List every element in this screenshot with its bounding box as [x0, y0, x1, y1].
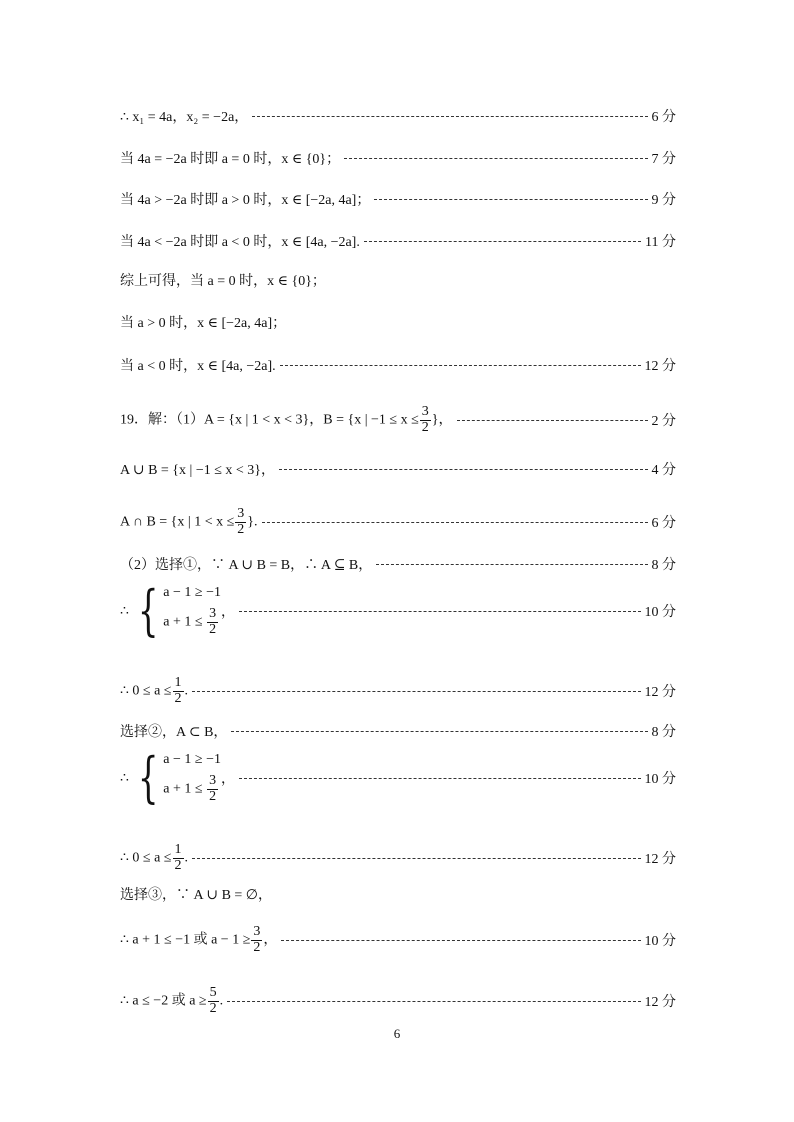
system-lines: [163, 585, 221, 637]
score: 10 分: [644, 772, 676, 787]
line-text: 当 4a > −2a 时即 a > 0 时，x ∈ [−2a, 4a]；: [120, 193, 371, 208]
or-line-1: [120, 925, 676, 955]
score: 12 分: [644, 359, 676, 374]
leader-dashes: [239, 778, 641, 779]
therefore-symbol: ∴: [120, 603, 129, 619]
leader-dashes: [364, 241, 641, 242]
line-text: [120, 986, 223, 1016]
q19-post: }，: [431, 412, 453, 428]
score: 7 分: [651, 152, 676, 167]
score: 6 分: [651, 516, 676, 531]
leader-dashes: [231, 731, 647, 732]
system-line-1: a − 1 ≥ −1: [163, 584, 221, 600]
q19-text: 19．解：（1）A = {x | 1 < x < 3}，B = {x | −1 ≤ x ≤: [120, 412, 419, 428]
leader-dashes: [227, 1001, 640, 1002]
numerator: 3: [209, 605, 217, 621]
line-text: （2）选择①，∵ A ∪ B = B，∴ A ⊆ B，: [120, 558, 373, 573]
leader-dashes: [239, 611, 641, 612]
numerator: 5: [209, 984, 217, 1000]
denominator: 2: [209, 621, 217, 637]
res2-text: ∴ 0 ≤ a ≤: [120, 850, 172, 866]
fraction: [235, 507, 246, 537]
line-text: [120, 925, 277, 955]
inter-text: A ∩ B = {x | 1 < x ≤: [120, 514, 235, 530]
score: 10 分: [644, 605, 676, 620]
leader-dashes: [376, 564, 647, 565]
or1-post: ，: [263, 932, 278, 948]
system-line-2: [163, 774, 221, 804]
fraction: [420, 405, 431, 435]
leader-dashes: [252, 116, 647, 117]
line-text: ∴ x₁ = 4a，x₂ = −2a，: [120, 110, 249, 125]
brace: {: [137, 579, 159, 642]
leader-dashes: [281, 940, 640, 941]
leader-dashes: [374, 199, 647, 200]
line-text: 当 a < 0 时，x ∈ [4a, −2a].: [120, 359, 276, 374]
res2-post: .: [184, 850, 188, 866]
score: 8 分: [651, 558, 676, 573]
fraction: [208, 986, 219, 1016]
system-line-2: [163, 607, 221, 637]
solution-line: [120, 106, 676, 126]
result-2-line: [120, 843, 676, 873]
or-line-2: [120, 986, 676, 1016]
therefore-symbol: ∴: [120, 770, 129, 786]
score: 10 分: [644, 934, 676, 949]
line-text: A ∪ B = {x | −1 ≤ x < 3}，: [120, 463, 276, 478]
leader-dashes: [344, 158, 647, 159]
res1-post: .: [184, 683, 188, 699]
system-line-1: a − 1 ≥ −1: [163, 751, 221, 767]
fraction: [251, 925, 262, 955]
score: 12 分: [644, 852, 676, 867]
system-line-2-text: a + 1 ≤: [163, 781, 203, 797]
line-text: [120, 507, 258, 537]
fraction: [207, 607, 218, 637]
comma: ，: [220, 605, 235, 620]
numerator: 3: [209, 772, 217, 788]
system-2: [120, 746, 676, 809]
res1-text: ∴ 0 ≤ a ≤: [120, 683, 172, 699]
numerator: 1: [174, 674, 182, 690]
comma: ，: [220, 772, 235, 787]
numerator: 3: [421, 403, 429, 419]
line-text: 选择②，A ⊂ B，: [120, 725, 228, 740]
denominator: 2: [209, 788, 217, 804]
numerator: 1: [174, 841, 182, 857]
leader-dashes: [457, 420, 648, 421]
union-line: [120, 459, 676, 479]
denominator: 2: [421, 419, 429, 435]
score: 11 分: [645, 235, 676, 250]
score: 12 分: [644, 685, 676, 700]
solution-line: [120, 148, 676, 168]
inter-post: }.: [247, 514, 258, 530]
score: 2 分: [651, 414, 676, 429]
or2-text: ∴ a ≤ −2 或 a ≥: [120, 993, 207, 1009]
or1-text: ∴ a + 1 ≤ −1 或 a − 1 ≥: [120, 932, 251, 948]
numerator: 3: [253, 923, 261, 939]
choice1-line: [120, 554, 676, 574]
leader-dashes: [280, 365, 641, 366]
intersection-line: [120, 505, 676, 537]
system-lines: [163, 752, 221, 804]
or2-post: .: [219, 993, 224, 1009]
choice3-line: 选择③，∵ A ∪ B = ∅，: [120, 888, 272, 903]
solution-line: [120, 231, 676, 251]
fraction: [207, 774, 218, 804]
summary-line: 综上可得，当 a = 0 时，x ∈ {0}；: [120, 274, 326, 289]
denominator: 2: [237, 521, 245, 537]
solution-line: [120, 189, 676, 209]
leader-dashes: [192, 691, 641, 692]
score: 12 分: [644, 995, 676, 1010]
leader-dashes: [279, 469, 647, 470]
denominator: 2: [253, 939, 261, 955]
summary-line: [120, 355, 676, 375]
denominator: 2: [174, 857, 182, 873]
brace: {: [137, 746, 159, 809]
system-line-2-text: a + 1 ≤: [163, 614, 203, 630]
leader-dashes: [262, 522, 648, 523]
numerator: 3: [237, 505, 245, 521]
choice2-line: [120, 721, 676, 741]
line-text: [120, 405, 453, 435]
result-1-line: [120, 676, 676, 706]
score: 8 分: [651, 725, 676, 740]
page-number: 6: [393, 1026, 401, 1041]
line-text: [120, 676, 188, 706]
fraction: [173, 676, 184, 706]
system-1: [120, 579, 676, 642]
score: 6 分: [651, 110, 676, 125]
fraction: [173, 843, 184, 873]
score: 9 分: [651, 193, 676, 208]
leader-dashes: [192, 858, 641, 859]
line-text: 当 4a = −2a 时即 a = 0 时，x ∈ {0}；: [120, 152, 341, 167]
q19-line: [120, 403, 676, 435]
summary-line: 当 a > 0 时，x ∈ [−2a, 4a]；: [120, 316, 287, 331]
line-text: [120, 843, 188, 873]
score: 4 分: [651, 463, 676, 478]
denominator: 2: [174, 690, 182, 706]
line-text: 当 4a < −2a 时即 a < 0 时，x ∈ [4a, −2a].: [120, 235, 360, 250]
denominator: 2: [209, 1000, 217, 1016]
